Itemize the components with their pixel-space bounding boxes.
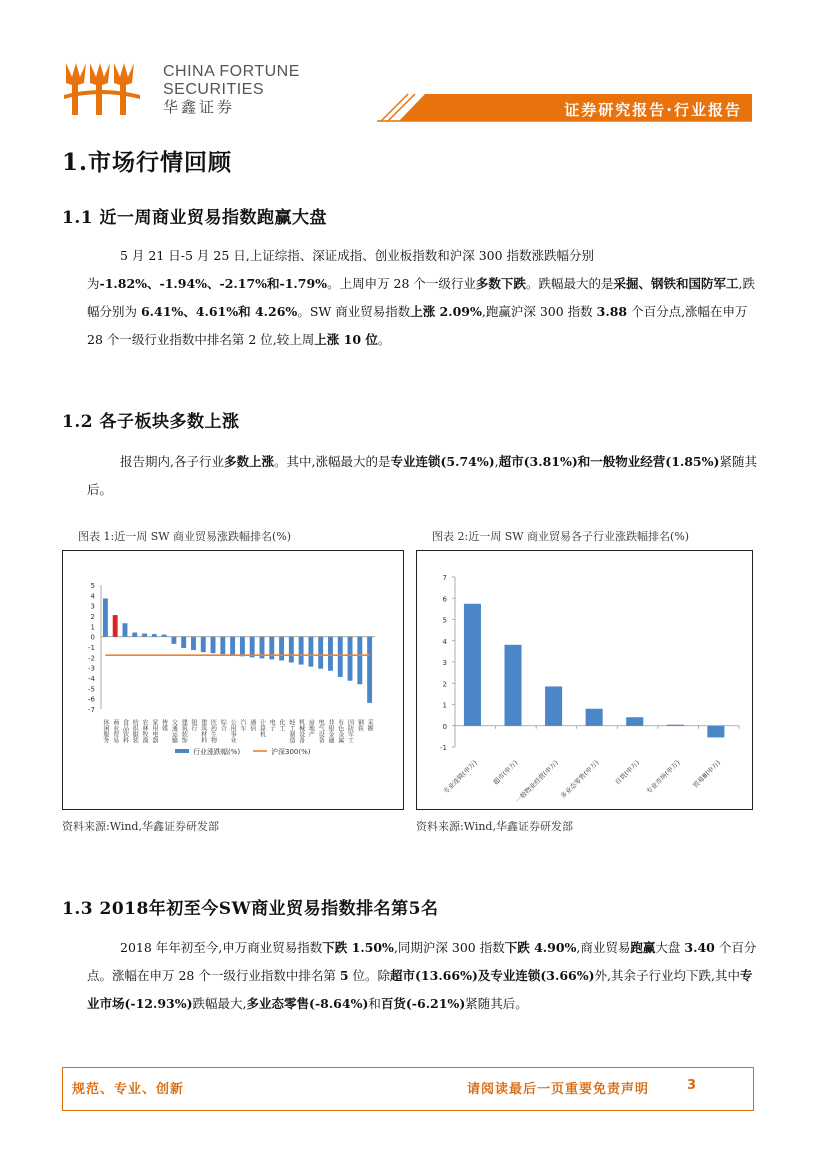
chart2-bar — [464, 604, 481, 726]
chart1-category-label: 纺织服装 — [131, 719, 139, 743]
chart1-category-label: 交通运输 — [170, 719, 178, 743]
chart1-ytick-label: 5 — [90, 582, 95, 590]
chart2-bar — [707, 726, 724, 738]
chart1-bar — [367, 637, 372, 703]
chart1-bar — [338, 637, 343, 677]
chart2-ytick-label: -1 — [440, 744, 447, 752]
chart1-category-label: 建筑装饰 — [180, 719, 188, 743]
chart1-bar — [201, 637, 206, 653]
chart2-ytick-label: 4 — [442, 637, 447, 646]
chart1-category-label: 计算机 — [258, 719, 266, 737]
footer-disclaimer-note: 请阅读最后一页重要免责声明 — [467, 1082, 650, 1097]
chart1-category-label: 国防军工 — [346, 719, 354, 743]
chart1-frame — [62, 550, 404, 810]
chart1-bar — [142, 634, 147, 637]
chart2-title: 图表 2:近一周 SW 商业贸易各子行业涨跌幅排名(%) — [432, 530, 690, 543]
footer-slogan: 规范、专业、创新 — [72, 1082, 185, 1097]
chart2-source: 资料来源:Wind,华鑫证券研发部 — [416, 820, 573, 833]
chart1-bar — [240, 637, 245, 657]
chart2-category-label: 超市(申万) — [491, 758, 520, 787]
chart1-category-label: 传媒 — [160, 719, 168, 731]
chart1-category-label: 轻工制造 — [287, 719, 295, 743]
chart2-bar — [504, 645, 521, 726]
chart1-bar — [113, 615, 118, 637]
chart1-bar — [152, 634, 157, 637]
chart2-ytick-label: 7 — [442, 574, 447, 582]
chart2-category-label: 专业连锁(申万) — [441, 758, 479, 796]
chart1-category-label: 房地产 — [307, 719, 315, 737]
chart1-ytick-label: -6 — [88, 695, 95, 704]
chart1-category-label: 家用电器 — [150, 719, 158, 743]
chart1-bar — [171, 637, 176, 644]
chart1-bar — [250, 637, 255, 658]
subsection-title-1-3: 1.3 2018年初至今SW商业贸易指数排名第5名 — [62, 899, 439, 919]
page-number: 3 — [687, 1078, 697, 1093]
chart1-ytick-label: -3 — [88, 664, 95, 673]
chart1-ytick-label: 0 — [90, 633, 95, 642]
chart2-category-label: 一般物业经营(申万) — [513, 758, 560, 805]
chart1-category-label: 电子 — [268, 719, 276, 731]
paragraph-1-2: 报告期内,各子行业多数上涨。其中,涨幅最大的是专业连锁(5.74%),超市(3.81%)和一般物业经营(1.85%)紧随其后。 — [87, 454, 757, 497]
chart1-bar — [230, 637, 235, 656]
chart1-bar — [123, 623, 128, 636]
chart2-category-label: 贸易Ⅲ(申万) — [691, 758, 723, 790]
chart2-frame — [416, 550, 753, 810]
chart1-ytick-label: -5 — [88, 685, 95, 694]
section-title: 1.市场行情回顾 — [62, 149, 233, 176]
chart2-ytick-label: 1 — [442, 701, 447, 710]
chart1-ytick-label: -7 — [88, 706, 95, 714]
chart2-bar — [545, 686, 562, 725]
chart1-bar — [211, 637, 216, 654]
chart1-category-label: 钢铁 — [356, 719, 364, 731]
chart1-bar — [299, 637, 304, 665]
chart1-category-label: 化工 — [278, 719, 286, 731]
chart1-category-label: 建筑材料 — [199, 719, 207, 743]
chart1-category-label: 采掘 — [366, 719, 374, 731]
chart2-category-label: 多业态零售(申万) — [559, 758, 601, 801]
chart1-bar — [308, 637, 313, 667]
chart1-ytick-label: -1 — [88, 644, 95, 652]
chart1-category-label: 食品饮料 — [121, 719, 129, 743]
chart1-category-label: 商业贸易 — [111, 719, 119, 743]
page-footer — [62, 1067, 754, 1111]
chart2-category-label: 专业市场(申万) — [644, 758, 682, 796]
chart2-ytick-label: 0 — [442, 722, 447, 731]
chart1-bar — [289, 637, 294, 663]
logo-chinese: 华鑫证券 — [163, 99, 236, 116]
chart1-bar — [279, 637, 284, 661]
paragraph-1-1: 5 月 21 日-5 月 25 日,上证综指、深证成指、创业板指数和沪深 300 指数涨跌幅分别为-1.82%、-1.94%、-2.17%和-1.79%。上周申万 28 个一级行业多数下跌。跌幅最大的是采掘、钢铁和国防军工,跌幅分别为 6.41%、4.61%和 4.26%。SW 商业贸易指数上涨 2.09%,跑赢沪深 300 指数 3.88 个百分点,涨幅在申万 28 个一级行业指数中排名第 2 位,较上周上涨 10 位。 — [87, 248, 755, 347]
chart1-legend-line-label: 沪深300(%) — [271, 748, 311, 756]
paragraph-1-3: 2018 年年初至今,申万商业贸易指数下跌 1.50%,同期沪深 300 指数下跌 4.90%,商业贸易跑赢大盘 3.40 个百分点。涨幅在申万 28 个一级行业指数中排名第 5 位。除超市(13.66%)及专业连锁(3.66%)外,其余子行业均下跌,其中专业市场(-12.93%)跌幅最大,多业态零售(-8.64%)和百货(-6.21%)紧随其后。 — [87, 940, 757, 1011]
chart1-category-label: 机械设备 — [297, 719, 305, 743]
company-logo — [60, 55, 300, 125]
chart1-category-label: 非银金融 — [326, 719, 334, 743]
chart1-bar — [318, 637, 323, 669]
chart1-ytick-label: 4 — [90, 592, 95, 601]
chart1-bar — [348, 637, 353, 681]
chart2-bar — [626, 717, 643, 726]
chart1-category-label: 医药生物 — [209, 719, 217, 743]
chart1-bar — [103, 598, 108, 636]
chart1-category-label: 公用事业 — [229, 719, 237, 743]
chart1-category-label: 休闲服务 — [101, 719, 109, 743]
chart2-category-label: 百货(申万) — [613, 758, 642, 787]
chart1-bar — [357, 637, 362, 685]
chart1-legend-bar-swatch — [175, 749, 189, 753]
chart1-bar — [181, 637, 186, 648]
chart1-category-label: 电气设备 — [317, 719, 325, 743]
subsection-title-1-2: 1.2 各子板块多数上涨 — [62, 412, 240, 432]
chart1-category-label: 汽车 — [238, 719, 246, 731]
chart1-ytick-label: 3 — [90, 602, 95, 611]
chart1-bar — [132, 633, 137, 637]
chart2-ytick-label: 2 — [442, 680, 447, 689]
logo-english-line1: CHINA FORTUNE — [163, 63, 300, 80]
chart1-category-label: 银行 — [189, 719, 197, 731]
chart2-bar — [586, 709, 603, 726]
chart1-bar — [162, 635, 167, 637]
fortune-logo-icon — [60, 55, 160, 119]
subsection-title-1-1: 1.1 近一周商业贸易指数跑赢大盘 — [62, 208, 327, 228]
chart1-ytick-label: 2 — [90, 613, 95, 621]
chart1-ytick-label: -4 — [88, 675, 95, 683]
chart1-svg — [63, 551, 403, 809]
chart1-ytick-label: -2 — [88, 654, 95, 663]
chart1-bar — [269, 637, 274, 660]
report-type-label: 证券研究报告·行业报告 — [564, 101, 742, 119]
chart1-category-label: 综合 — [219, 719, 227, 731]
chart2-svg — [417, 551, 752, 809]
chart1-legend-bar-label: 行业涨跌幅(%) — [193, 748, 241, 756]
chart1-category-label: 农林牧渔 — [141, 719, 149, 743]
chart1-bar — [328, 637, 333, 671]
chart2-ytick-label: 5 — [442, 616, 447, 625]
chart1-source: 资料来源:Wind,华鑫证券研发部 — [62, 820, 219, 833]
chart2-bar — [667, 725, 684, 726]
chart1-ytick-label: 1 — [90, 623, 95, 632]
chart1-bar — [191, 637, 196, 650]
chart2-ytick-label: 3 — [442, 659, 447, 667]
chart1-category-label: 通信 — [248, 719, 256, 731]
chart2-ytick-label: 6 — [442, 595, 447, 604]
logo-english-line2: SECURITIES — [163, 81, 265, 98]
chart1-title: 图表 1:近一周 SW 商业贸易涨跌幅排名(%) — [78, 530, 292, 543]
chart1-category-label: 有色金属 — [336, 719, 344, 743]
chart1-bar — [220, 637, 225, 655]
